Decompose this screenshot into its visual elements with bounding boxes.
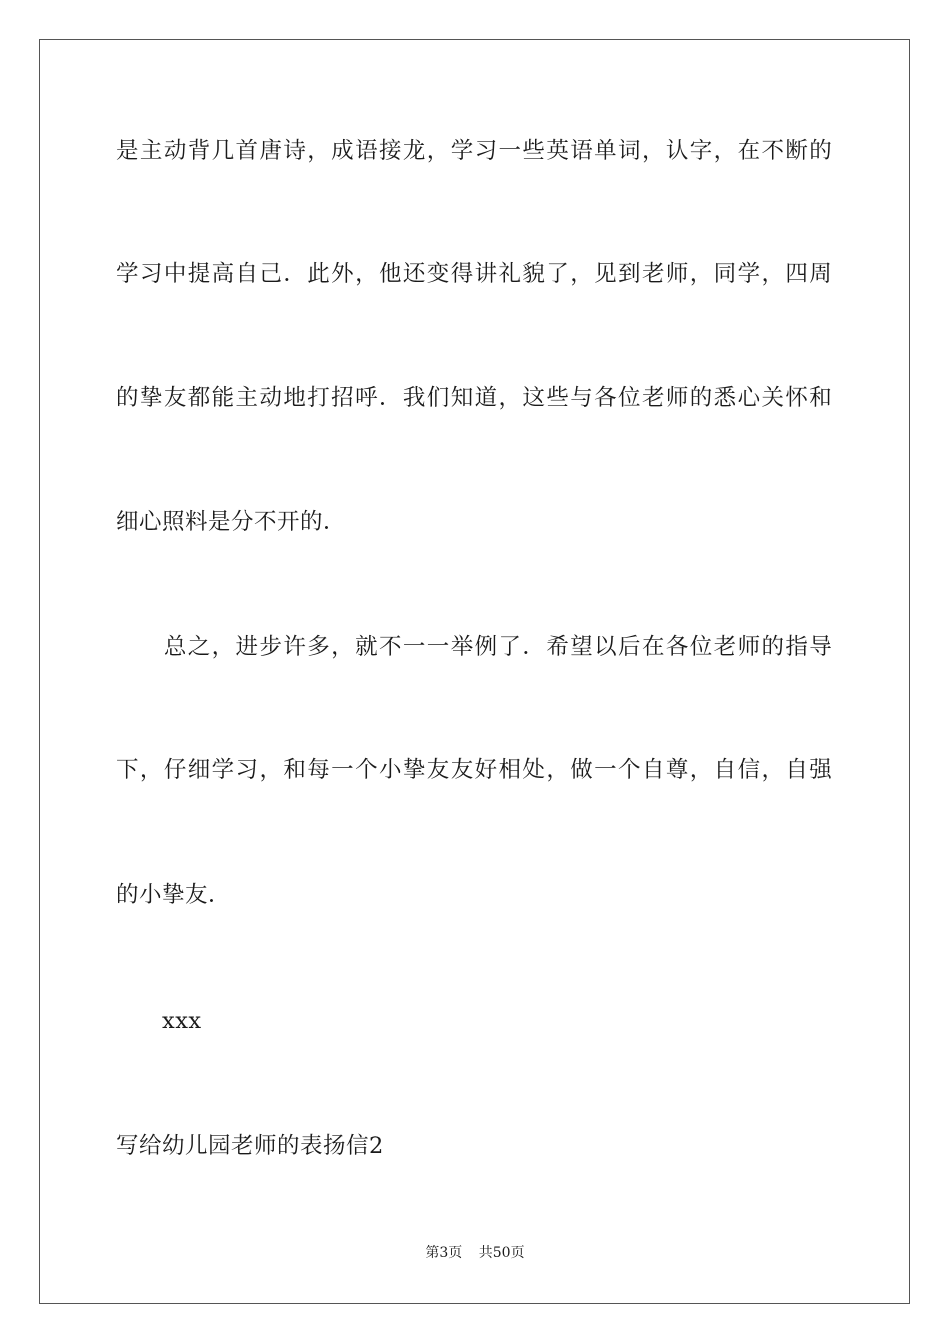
paragraph-line-7: 的小挚友． — [116, 882, 232, 908]
paragraph-line-3: 的 挚 友 都 能 主 动 地 打 招 呼 ． 我 们 知 道 ， 这 些 与 各 位 老 师 的 悉 心 关 怀 和 — [116, 385, 832, 411]
page-footer — [0, 1243, 950, 1263]
paragraph-line-6: 下 ， 仔 细 学 习 ， 和 每 一 个 小 挚 友 友 好 相 处 ， 做 一 个 自 尊 ， 自 信 ， 自 强 — [116, 757, 832, 783]
page-border — [39, 39, 910, 1304]
paragraph-line-5: 总 之 ， 进 步 许 多 ， 就 不 一 一 举 例 了 ． 希 望 以 后 在 各 位 老 师 的 指 导 — [163, 634, 832, 660]
paragraph-line-1: 是 主 动 背 几 首 唐 诗 ， 成 语 接 龙 ， 学 习 一 些 英 语 单 词 ， 认 字 ， 在 不 断 的 — [116, 138, 832, 164]
page-total: 共50页 — [478, 1245, 525, 1261]
page-number: 第3页 — [425, 1245, 463, 1261]
signature-line: xxx — [116, 1008, 202, 1034]
paragraph-line-2: 学 习 中 提 高 自 己 ． 此 外 ， 他 还 变 得 讲 礼 貌 了 ， 见 到 老 师 ， 同 学 ， 四 周 — [116, 261, 832, 287]
section-title: 写给幼儿园老师的表扬信2 — [116, 1133, 384, 1159]
paragraph-line-4: 细心照料是分不开的． — [116, 509, 347, 535]
